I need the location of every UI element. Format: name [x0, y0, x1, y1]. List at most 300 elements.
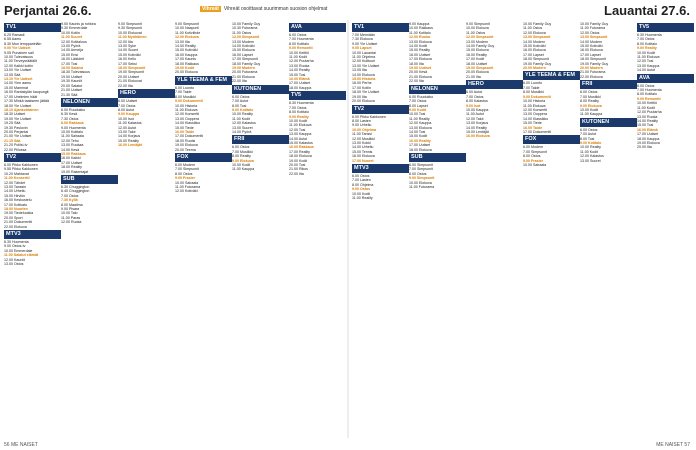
program-entry: 17.30 Minkä taakseen jättää — [4, 99, 49, 104]
program-entry: 20.00 Elokuva — [466, 70, 489, 75]
program-entry: 10.00 Family Guy — [232, 22, 261, 26]
right-page-column-1 — [409, 22, 466, 437]
program-entry: 9.00 Simpsonit — [118, 22, 142, 26]
program-entry: 19.00 Rakentajat — [61, 169, 89, 174]
program-entry: 20.00 Elokuva — [352, 99, 375, 104]
program-entry: 6.00 Ruudukko — [409, 94, 434, 99]
channel-header: KUTONEN — [580, 118, 637, 127]
program-entry: 9.00 Yle Uutiset — [352, 41, 378, 46]
channel-header: YLE TEEMA & FEM — [523, 71, 580, 80]
program-entry: 18.00 Elokuva — [409, 147, 432, 152]
program-entry: 12.00 Ruoka — [61, 220, 82, 225]
program-entry: 16.00 Perhe — [352, 81, 372, 86]
program-entry: 16.00 Uutiset — [409, 52, 431, 57]
program-entry: 12.00 Kauppa — [409, 121, 432, 126]
program-entry: 10.00 Isot — [118, 116, 134, 121]
program-entry: 20.00 Uutiset — [118, 74, 140, 79]
program-entry: 14.00 Korjaus — [118, 134, 141, 139]
program-entry: 18.00 Rakkaus — [175, 61, 199, 66]
program-entry: 22.00 Elokuva — [4, 224, 27, 229]
program-entry: 17.00 Lapset — [580, 52, 601, 57]
program-entry: 8.00 Kotitalo — [289, 110, 309, 115]
program-entry: 19.30 Pavlovin — [4, 125, 28, 130]
program-entry: 18.00 Kauppa — [637, 136, 660, 141]
program-entry: 14.00 Modern — [580, 39, 603, 44]
program-entry: 10.00 Elokuva — [409, 180, 432, 185]
channel-header: TV5 — [289, 91, 346, 100]
program-entry: 8.00 Ostos — [175, 171, 193, 176]
channel-header: TV2 — [352, 105, 409, 114]
program-entry: 10.00 Lauantai — [352, 50, 376, 55]
program-entry: 18.00 Salatut — [61, 66, 83, 71]
program-entry: 17.00 Uutiset — [637, 132, 659, 137]
program-entry: 17.00 Lapset — [523, 52, 544, 57]
program-entry: 19.00 Elokuva — [637, 140, 660, 145]
program-entry: 11.00 Kalastus — [118, 121, 142, 126]
program-entry: 18.00 Family Guy — [232, 61, 261, 66]
program-entry: 20.00 Tosi — [289, 162, 306, 167]
program-entry: 20.00 Kesä — [409, 70, 428, 75]
program-entry: 8.00 Kotitalo — [289, 41, 309, 46]
program-entry: 19.00 Elokuva — [175, 143, 198, 148]
program-entry: 20.00 Sport — [4, 215, 23, 220]
program-entry: 21.00 Elokuva — [232, 74, 255, 79]
program-entry: 18.00 Elokuva — [289, 154, 312, 159]
program-entry: 17.00 Kaunis — [175, 57, 196, 62]
program-entry: 17.00 Nuoret — [352, 158, 374, 163]
program-entry: 17.00 Elokuva — [409, 57, 432, 62]
program-entry: 10.30 Futurama — [232, 26, 258, 31]
program-entry: 16.00 Reality — [409, 138, 431, 143]
program-entry: 13.00 Yle Uutiset — [352, 63, 380, 68]
program-entry: 16.00 Elokuva — [523, 48, 546, 53]
program-entry: 15.00 Tosi — [637, 123, 654, 128]
channel-header: TV5 — [637, 23, 694, 32]
program-entry: 16.00 Elokuva — [352, 154, 375, 159]
program-entry: 8.00 Kotitalo — [637, 92, 657, 97]
program-entry: 16.00 Rakkaus — [289, 145, 314, 150]
program-entry: 22.00 Ilta — [409, 79, 424, 84]
channel-header: MTV3 — [352, 164, 409, 173]
program-entry: 6.30 Huomenta — [637, 33, 662, 37]
program-entry: 18.00 Simpsonit — [580, 57, 606, 62]
program-entry: 20.00 Elokuva — [175, 70, 198, 75]
program-entry: 14.00 Reality — [466, 125, 487, 130]
program-entry: 12.00 Puutarha — [289, 59, 314, 64]
program-entry: 6.00 Simpsonit — [409, 162, 433, 167]
program-entry: 11.00 Reality — [352, 196, 373, 200]
program-entry: 12.00 Kotitalous — [61, 39, 87, 44]
program-entry: 15.00 Hirviön — [4, 193, 26, 198]
program-entry: 9.00 Ostos — [352, 187, 371, 192]
program-entry: 7.00 Ostos — [61, 193, 79, 198]
program-entry: 14.00 Reality — [637, 118, 658, 123]
program-entry: 11.00 Elokuva — [523, 103, 546, 108]
channel-header: NELONEN — [409, 85, 466, 94]
program-entry: 6.00 Ostos — [232, 94, 250, 99]
program-entry: 11.00 Suuret — [61, 35, 83, 40]
program-entry: 8.00 Tosi — [232, 103, 247, 108]
program-entry: 8.00 Ostos — [409, 171, 427, 176]
program-entry: 18.00 Ilta — [409, 61, 424, 66]
program-entry: 6.30 Kesä — [61, 112, 78, 117]
program-entry: 10.00 Naapurit — [175, 26, 199, 31]
program-entry: 19.00 Uutiset — [409, 66, 432, 71]
left-footer: 56 ME NAISET — [4, 442, 38, 448]
program-entry: 12.00 Ilta — [118, 39, 133, 44]
program-entry: 15.00 Tiede — [175, 125, 194, 130]
program-entry: 11.00 Kodit — [637, 105, 655, 110]
program-entry: 16.00 Lapset — [232, 52, 253, 57]
program-entry: 15.00 Kodit — [409, 134, 428, 139]
program-entry: 21.00 Uutiset — [61, 88, 83, 93]
program-entry: 14.00 Family Guy — [466, 44, 495, 49]
program-entry: 15.00 Kotiväki — [580, 44, 603, 49]
program-entry: 13.00 Simpsonit — [523, 35, 551, 40]
legend-text: Vihreät osoittavat suurimman suosion ohjelmat — [223, 6, 328, 12]
channel-header: FRII — [580, 80, 637, 89]
program-entry: 15.00 Elokuva — [466, 48, 489, 53]
program-entry: 13.05 Sää — [4, 72, 21, 77]
program-entry: 6.30 Chuggington — [61, 185, 90, 189]
program-entry: 9.00 Huomenta — [61, 125, 86, 130]
program-entry: 17.00 Seksi — [118, 61, 137, 66]
program-entry: 16.00 Elokuva — [466, 134, 490, 139]
program-entry: 9.00 Frasier — [523, 158, 543, 163]
program-entry: 7.00 Ostos — [637, 37, 655, 42]
program-entry: 21.00 Futurama — [580, 70, 606, 75]
program-entry: 9.00 Yle Uutiset — [4, 46, 31, 51]
program-entry: 6.00 Uutiset — [118, 99, 138, 104]
left-page-column-0 — [4, 22, 61, 437]
program-entry: 16.00 Lääkärit — [61, 57, 84, 62]
program-entry: 19.00 Kodit — [289, 158, 308, 163]
program-entry: 11.00 Sairaala — [61, 134, 84, 139]
program-entry: 11.00 Ohjelma — [352, 55, 376, 60]
program-entry: 19.00 Yle Uutiset — [4, 116, 32, 121]
program-entry: 10.00 Kotitalo — [61, 129, 83, 134]
program-entry: 12.00 Tosi — [289, 127, 306, 132]
program-entry: 22.00 Piilossa — [4, 147, 27, 152]
program-entry: 10.00 Keittiö — [289, 50, 309, 55]
program-entry: 16.00 Kauppa — [175, 52, 198, 57]
channel-header: SUB — [61, 175, 118, 184]
program-entry: 15.00 Tosi — [289, 72, 306, 77]
program-entry: 9.00 Kauppa — [409, 22, 430, 26]
program-entry: 17.00 Uutiset — [289, 81, 311, 86]
program-entry: 15.00 Tiede — [523, 121, 542, 126]
program-entry: 7.00 Ostos — [409, 99, 427, 104]
program-entry: 14.00 Reality — [289, 68, 310, 73]
program-entry: 6.25 Ramadi — [4, 33, 25, 37]
program-entry: 9.05 Lapset — [352, 46, 372, 51]
program-entry: 10.00 Kodit — [289, 118, 308, 123]
program-entry: 10.00 Talo — [61, 211, 78, 216]
program-entry: 15.00 Historia — [352, 77, 376, 82]
program-entry: 19.00 Simpsonit — [466, 66, 494, 71]
program-entry: 13.00 Kauppa — [289, 132, 312, 137]
program-entry: 18.00 Uutiset — [466, 61, 488, 66]
program-entry: 10.00 Kodit — [232, 162, 251, 167]
program-entry: 21.00 Rikos — [289, 167, 308, 172]
program-entry: 9.00 Urheilu — [352, 123, 372, 128]
program-entry: 9.00 Simpsonit — [466, 22, 490, 26]
program-entry: 16.00 Kello — [118, 57, 136, 62]
channel-header: KUTONEN — [232, 85, 289, 94]
program-entry: 10.00 Kodit — [637, 50, 656, 55]
program-entry: 11.00 Paras — [61, 215, 81, 220]
program-entry: 10.00 Keittiö — [637, 101, 657, 106]
program-entry: 9.00 Kauppa — [118, 112, 140, 117]
program-entry: 14.00 Urheilu — [4, 189, 26, 194]
program-entry: 15.00 Reality — [118, 138, 139, 143]
program-entry: 11.00 Autot — [466, 112, 484, 117]
program-entry: 20.00 Futurama — [232, 70, 258, 75]
program-entry: 13.00 Elokuva — [409, 125, 432, 130]
program-entry: 13.00 Yle Uutiset — [4, 68, 32, 73]
program-entry: 11.00 Elokuva — [289, 123, 312, 128]
program-entry: 9.30 Simpsonit — [118, 26, 142, 31]
program-entry: 8.00 Musiikki — [523, 90, 544, 95]
program-entry: 16.00 Reality — [466, 52, 487, 57]
channel-header: TV1 — [4, 23, 61, 32]
program-entry: 12.00 Simpsonit — [466, 35, 494, 40]
program-entry: 8.00 Maailma — [61, 202, 83, 207]
program-entry: 6.00 Ostos — [232, 145, 250, 150]
program-entry: 20.00 Modern — [580, 66, 603, 71]
program-entry: 11.00 Elokuva — [637, 55, 660, 60]
program-entry: 8.00 Reality — [232, 154, 251, 159]
program-entry: 7.00 Lasten — [352, 178, 371, 183]
program-entry: 8.00 Kotitalo — [637, 41, 657, 46]
left-page-column-5 — [289, 22, 346, 437]
program-entry: 8.00 Autot — [118, 107, 135, 112]
program-entry: 15.00 Kotiväki — [118, 52, 141, 57]
channel-header: AVA — [637, 74, 694, 83]
program-entry: 8.00 Reality — [580, 99, 599, 104]
program-entry: 18.30 Uutiset — [4, 112, 26, 117]
program-entry: 9.00 Elokuva — [232, 158, 254, 163]
program-entry: 10.00 Elokuva — [466, 26, 489, 31]
program-entry: 8.00 Ostos — [523, 154, 541, 159]
program-entry: 9.00 Kotitalo — [580, 140, 602, 145]
program-entry: 13.00 Talot — [118, 129, 136, 134]
program-entry: 6.00 Luonto — [523, 81, 542, 86]
program-entry: 20.00 Salatut — [61, 83, 83, 88]
program-entry: 14.00 Kotiväki — [232, 44, 255, 49]
program-entry: 14.00 Klassikko — [175, 121, 201, 126]
program-entry: 14.00 Ylen aamu — [4, 81, 32, 86]
program-entry: 22.00 Ilta — [232, 79, 247, 84]
program-entry: 21.20 Poliisi-tv — [4, 143, 28, 148]
program-entry: 15.00 Elokuva — [232, 48, 255, 53]
program-entry: 17.00 Unelmien häät — [4, 94, 38, 99]
program-entry: 10.00 Reality — [580, 145, 601, 150]
program-entry: 18.30 Tulevaisuus — [61, 70, 90, 75]
program-entry: 11.00 Kauppa — [580, 112, 603, 117]
program-entry: 7.00 Huomenta — [637, 88, 662, 93]
program-entry: 14.00 Reality — [175, 44, 196, 49]
program-entry: 6.00 Modern — [175, 162, 196, 167]
program-entry: 16.00 Elokuva — [580, 48, 603, 53]
program-entry: 17.00 Simpsonit — [232, 57, 258, 62]
program-entry: 6.00 Ostos — [352, 173, 370, 178]
program-entry: 10.00 Sairaala — [523, 162, 547, 167]
channel-header: TV1 — [352, 23, 409, 32]
program-entry: 7.00 Simpsonit — [175, 167, 199, 172]
program-entry: 10.00 Ohjelma — [352, 127, 377, 132]
channel-header: NELONEN — [61, 98, 118, 107]
program-entry: 17.00 Dokumentti — [175, 134, 204, 139]
program-entry: 13.00 Korjaus — [466, 121, 489, 126]
program-entry: 7.00 Taide — [175, 90, 192, 95]
program-entry: 11.00 Kauppa — [232, 167, 255, 172]
program-entry: 11.00 Myöhäinen — [118, 35, 147, 40]
program-entry: 10.00 Kotiin — [61, 30, 80, 35]
program-entry: 20.00 Perjantai — [4, 129, 29, 134]
program-entry: 21.00 Yle Uutiset — [4, 134, 32, 139]
program-entry: 12.00 Tosi — [637, 59, 654, 64]
program-entry: 9.55 Pikku Kakkonen — [4, 167, 38, 172]
program-entry: 6.00 Modern — [523, 145, 544, 150]
program-entry: 13.00 Ruoka — [289, 63, 310, 68]
program-entry: 11.00 Kodit — [580, 149, 598, 154]
program-entry: 19.00 Simpsonit — [118, 70, 144, 75]
program-entry: 20.00 Ilta — [637, 145, 652, 150]
program-entry: 19.25 Sää — [4, 121, 21, 126]
program-entry: 14.00 Elokuva — [352, 72, 375, 77]
program-entry: 6.00 Ostos — [637, 83, 655, 88]
program-entry: 12.00 Autot — [118, 125, 137, 130]
program-entry: 12.00 Kotiväki — [175, 189, 198, 194]
program-entry: 12.00 Simpsonit — [232, 35, 260, 40]
program-entry: 13.05 Ilta — [352, 68, 367, 73]
program-entry: 10.00 Kodit — [352, 191, 371, 196]
program-entry: 7.00 Simpsonit — [523, 149, 547, 154]
program-entry: 15.00 Rakkaus — [61, 151, 86, 156]
program-entry: 6.00 Luonto — [175, 85, 194, 90]
program-entry: 14.00 Kodit — [409, 44, 428, 49]
program-entry: 14.00 Autot — [637, 68, 656, 73]
right-page-column-4 — [580, 22, 637, 437]
left-page-column-2 — [118, 22, 175, 437]
left-day-title: Perjantai 26.6. — [4, 3, 92, 18]
program-entry: 7.00 Simpsonit — [409, 167, 433, 172]
program-entry: 15.00 Kotiväki — [175, 48, 198, 53]
program-entry: 9.00 Pisara — [61, 207, 80, 212]
program-entry: 12.00 Kauniit — [4, 257, 25, 262]
program-entry: 13.00 Modern — [466, 39, 489, 44]
program-entry: 13.10 Yle Uutiset — [4, 77, 33, 82]
program-entry: 12.00 Elokuva — [175, 35, 199, 40]
program-entry: 11.00 Kotitalo — [409, 30, 431, 35]
legend — [200, 6, 327, 12]
program-entry: 6.55 Aamu — [4, 37, 22, 42]
program-entry: 18.10 Ajankohtainen — [4, 107, 39, 112]
program-entry: 12.00 Kalastus — [232, 121, 256, 126]
program-entry: 8.00 Ohjelma — [352, 182, 374, 187]
program-entry: 9.00 Kotitalo — [232, 107, 254, 112]
program-entry: 10.00 Tulevaisuus — [4, 55, 33, 60]
program-entry: 9.30 Emmerdale — [61, 26, 88, 31]
program-entry: 15.00 Lentäjät — [466, 129, 489, 134]
program-entry: 10.00 Family Guy — [523, 22, 552, 26]
program-entry: 17.00 Kodit — [466, 57, 485, 62]
program-entry: 12.00 Konsertti — [175, 112, 200, 117]
program-entry: 18.00 Reality — [61, 165, 82, 170]
program-entry: 9.00 Kaunis ja rohkea — [61, 22, 96, 26]
right-page-column-3 — [523, 22, 580, 437]
program-entry: 16.00 Lentäjät — [118, 143, 142, 148]
program-entry: 12.00 Talot — [466, 116, 484, 121]
right-page-column-2 — [466, 22, 523, 437]
program-entry: 6.00 Autot — [466, 90, 483, 95]
program-entry: 12.00 Tähdet — [4, 180, 26, 185]
program-entry: 19.00 Family Guy — [523, 61, 552, 66]
program-entry: 13.00 Elokuva — [409, 39, 432, 44]
program-entry: 21.30 Sää — [61, 92, 78, 97]
program-entry: 7.00 Musiikki — [232, 149, 253, 154]
program-entry: 13.00 Kokki — [352, 140, 371, 145]
program-entry: 7.30 Kyllä — [61, 198, 78, 203]
program-entry: 13.00 Suuret — [580, 158, 601, 163]
right-page-column-5 — [637, 22, 694, 437]
program-entry: 12.00 Kaikki kotiin — [4, 63, 33, 68]
program-entry: 19.00 Ilta — [352, 94, 367, 99]
program-entry: 19.00 Modern — [232, 66, 255, 71]
program-entry: 7.00 Musiikki — [580, 94, 601, 99]
program-entry: 7.00 Ostos — [118, 103, 136, 108]
program-entry: 19.00 Tiedeluokka — [4, 211, 34, 216]
program-entry: 9.00 Ostos-tv — [4, 244, 26, 249]
program-entry: 15.00 Kalastus — [289, 140, 313, 145]
program-entry: 6.00 Pikku Kakkonen — [4, 162, 38, 167]
program-entry: 6.00 Ostos — [580, 127, 598, 132]
program-entry: 17.00 Tosi — [61, 61, 78, 66]
program-entry: 9.00 Isot — [466, 103, 481, 108]
program-entry: 21.00 Dokumentti — [4, 220, 33, 225]
program-entry: 12.00 Puutarha — [637, 110, 662, 115]
program-entry: 13.00 Modern — [232, 39, 255, 44]
program-entry: 7.00 Huomenta — [289, 37, 314, 42]
program-entry: 19.00 Kodit — [175, 66, 195, 71]
program-entry: 14.00 Autot — [289, 136, 308, 141]
program-entry: 12.00 Elokuva — [523, 30, 546, 35]
program-entry: 17.00 Reality — [289, 149, 310, 154]
program-entry: 22.00 Elokuva — [580, 74, 603, 79]
program-entry: 22.00 Ilta — [289, 171, 304, 176]
program-entry: 13.00 Tanssin — [4, 185, 27, 189]
program-entry: 14.00 Suomi — [118, 48, 139, 53]
program-entry: 16.00 Elämä — [289, 77, 310, 82]
channel-header: SUB — [409, 153, 466, 162]
program-entry: 11.00 Futurama — [409, 185, 435, 189]
program-entry: 9.00 Remontti — [637, 96, 661, 101]
program-entry: 12.00 Teho — [61, 138, 79, 143]
program-entry: 7.00 Taide — [523, 85, 540, 90]
program-entry: 14.00 Modern — [523, 39, 546, 44]
program-entry: 8.00 Lasten — [352, 118, 371, 123]
program-entry: 11.00 Kodit — [232, 116, 250, 121]
program-entry: 15.00 Kotiväki — [523, 44, 546, 49]
program-entry: 16.00 Taide — [175, 129, 195, 134]
program-entry: 9.00 Dokumentti — [175, 99, 203, 104]
program-entry: 14.00 Tosi — [409, 129, 426, 134]
program-entry: 14.00 Kesä — [61, 147, 80, 152]
program-entry: 10.00 Kauppa — [466, 107, 489, 112]
program-entry: 15.00 Tennis — [352, 149, 373, 154]
program-entry: 7.00 Ostos — [466, 94, 484, 99]
